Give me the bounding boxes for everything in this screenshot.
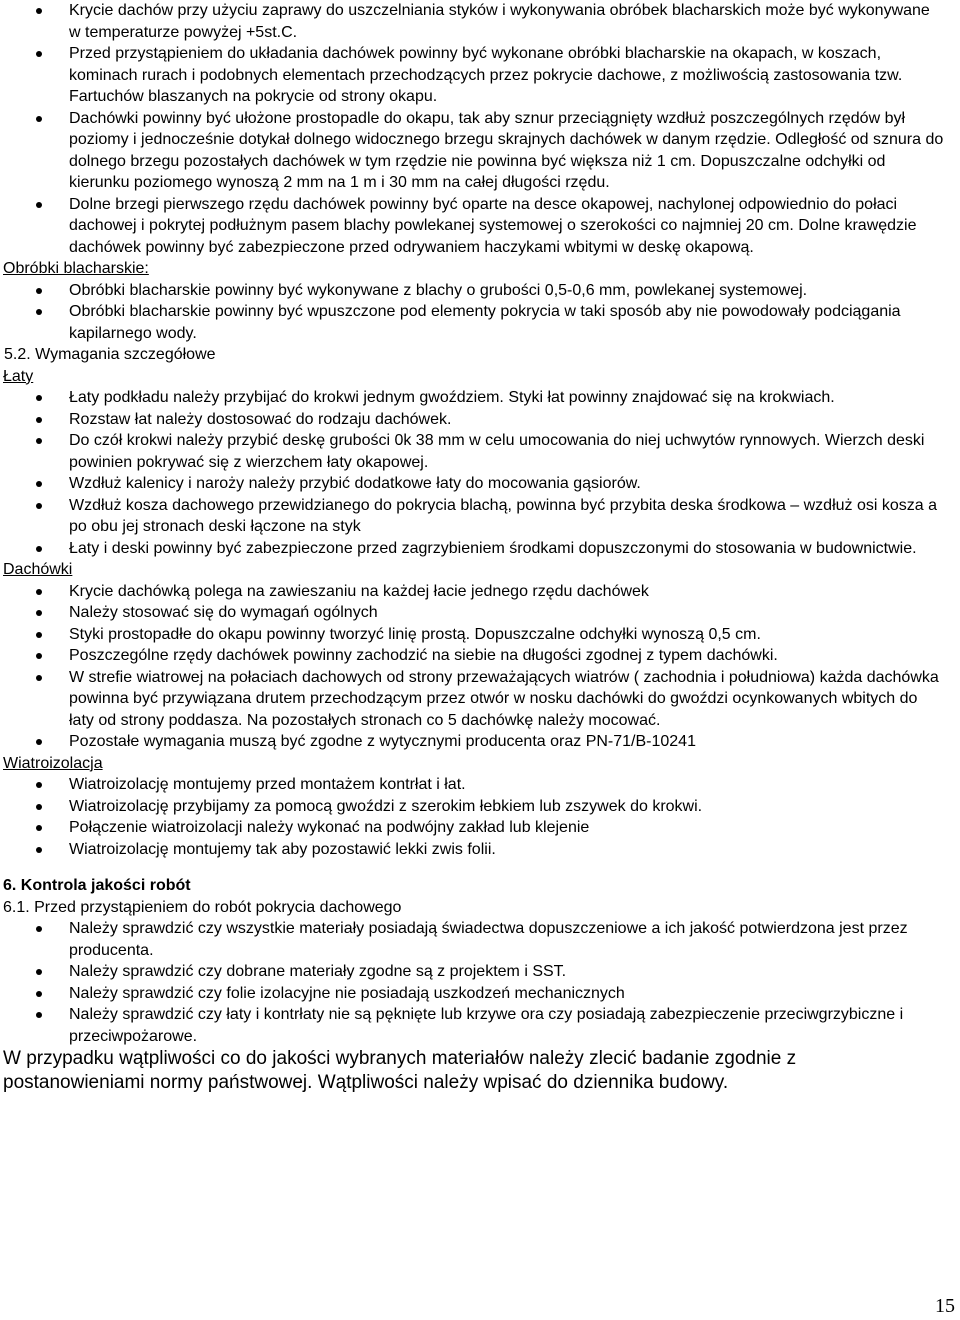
list-item: Obróbki blacharskie powinny być wykonywane z blachy o grubości 0,5-0,6 mm, powlekanej systemowej. — [0, 280, 960, 302]
list-item: Wiatroizolację montujemy tak aby pozostawić lekki zwis folii. — [0, 839, 960, 861]
list-item: Pozostałe wymagania muszą być zgodne z wytycznymi producenta oraz PN-71/B-10241 — [0, 731, 960, 753]
list-item: Krycie dachówką polega na zawieszaniu na każdej łacie jednego rzędu dachówek — [0, 581, 960, 603]
list-item: Należy sprawdzić czy wszystkie materiały posiadają świadectwa dopuszczeniowe a ich jakość potwierdzona jest przez producenta. — [0, 918, 960, 961]
heading-laty: Łaty — [3, 367, 34, 385]
list-item: Do czół krokwi należy przybić deskę grubości 0k 38 mm w celu umocowania do niej uchwytów rynnowych. Wierzch deski powinien pokrywać się z wierzchem łaty okapowej. — [0, 430, 960, 473]
list-item: Należy sprawdzić czy dobrane materiały zgodne są z projektem i SST. — [0, 961, 960, 983]
bullet-list-general — [0, 0, 960, 258]
list-item: Krycie dachów przy użyciu zaprawy do uszczelniania styków i wykonywania obróbek blacharskich może być wykonywane w temperaturze powyżej +5st.C. — [0, 0, 960, 43]
section-heading-5-2: 5.2. Wymagania szczegółowe — [4, 346, 216, 363]
list-item: Styki prostopadłe do okapu powinny tworzyć linię prostą. Dopuszczalne odchyłki wynoszą 0,5 cm. — [0, 624, 960, 646]
bullet-list-obrobki — [0, 280, 960, 345]
list-item: Należy sprawdzić czy łaty i kontrłaty nie są pęknięte lub krzywe ora czy posiadają zabezpieczenie przeciwgrzybiczne i przeciwpożarowe. — [0, 1004, 960, 1047]
bullet-list-dachowki — [0, 581, 960, 753]
list-item: Należy stosować się do wymagań ogólnych — [0, 602, 960, 624]
heading-dachowki: Dachówki — [3, 561, 73, 578]
spacer — [0, 860, 960, 875]
list-item: Wiatroizolację przybijamy za pomocą gwoździ z szerokim łebkiem lub zszywek do krokwi. — [0, 796, 960, 818]
list-item: Obróbki blacharskie powinny być wpuszczone pod elementy pokrycia w taki sposób aby nie powodowały podciągania kapilarnego wody. — [0, 301, 960, 344]
list-item: Łaty podkładu należy przybijać do krokwi jednym gwoździem. Styki łat powinny znajdować się na krokwiach. — [0, 387, 960, 409]
list-item: Wzdłuż kosza dachowego przewidzianego do pokrycia blachą, powinna być przybita deska środkowa – wzdłuż osi kosza a po obu jej stronach deski łączone na styk — [0, 495, 960, 538]
section-heading-6: 6. Kontrola jakości robót — [3, 877, 191, 894]
bullet-list-wiatroizolacja — [0, 774, 960, 860]
bullet-list-laty — [0, 387, 960, 559]
list-item: Dolne brzegi pierwszego rzędu dachówek powinny być oparte na desce okapowej, nachylonej odpowiednio do połaci dachowej i pokrytej podłużnym pasem blachy powlekanej systemowej o szerokości co najmniej 20 cm. Dolne krawędzie dachówek powinny być zabezpieczone przed odrywaniem haczykami wbitymi w deskę okapową. — [0, 194, 960, 259]
list-item: Przed przystąpieniem do układania dachówek powinny być wykonane obróbki blacharskie na okapach, w koszach, kominach rurach i podobnych elementach przechodzących przez pokrycie dachowe, z możliwością zastosowania tzw. Fartuchów blaszanych na pokrycie od strony okapu. — [0, 43, 960, 108]
list-item: Połączenie wiatroizolacji należy wykonać na podwójny zakład lub klejenie — [0, 817, 960, 839]
list-item: Wiatroizolację montujemy przed montażem kontrłat i łat. — [0, 774, 960, 796]
list-item: W strefie wiatrowej na połaciach dachowych od strony przeważających wiatrów ( zachodnia i południowa) każda dachówka powinna być przywiązana drutem przechodzącym przez otwór w nosku dachówki do gwoździ ocynkowanych wbitych do łaty od strony poddasza. Na pozostałych stronach co 5 dachówkę należy mocować. — [0, 667, 960, 732]
list-item: Rozstaw łat należy dostosować do rodzaju dachówek. — [0, 409, 960, 431]
heading-wiatroizolacja: Wiatroizolacja — [3, 754, 103, 772]
heading-obrobki: Obróbki blacharskie: — [3, 260, 149, 277]
bullet-list-kontrola — [0, 918, 960, 1047]
list-item: Poszczególne rzędy dachówek powinny zachodzić na siebie na długości zgodnej z typem dachówki. — [0, 645, 960, 667]
list-item: Dachówki powinny być ułożone prostopadle do okapu, tak aby sznur przeciągnięty wzdłuż poszczególnych rzędów był poziomy i jednocześnie dotykał dolnego widocznego brzegu skrajnych dachówek w danym rzędzie. Odległość od sznura do dolnego brzegu pozostałych dachówek w tym rzędzie nie powinna być większa niż 1 cm. Dopuszczalne odchyłki od kierunku poziomego wynoszą 2 mm na 1 m i 30 mm na całej długości rzędu. — [0, 108, 960, 194]
closing-paragraph: W przypadku wątpliwości co do jakości wybranych materiałów należy zlecić badanie zgodnie z postanowieniami normy państwowej. Wątpliwości należy wpisać do dziennika budowy. — [3, 1048, 797, 1093]
list-item: Łaty i deski powinny być zabezpieczone przed zagrzybieniem środkami dopuszczonymi do stosowania w budownictwie. — [0, 538, 960, 560]
list-item: Wzdłuż kalenicy i naroży należy przybić dodatkowe łaty do mocowania gąsiorów. — [0, 473, 960, 495]
page-number: 15 — [935, 1295, 955, 1317]
list-item: Należy sprawdzić czy folie izolacyjne nie posiadają uszkodzeń mechanicznych — [0, 983, 960, 1005]
subsection-heading-6-1: 6.1. Przed przystąpieniem do robót pokrycia dachowego — [3, 898, 402, 916]
